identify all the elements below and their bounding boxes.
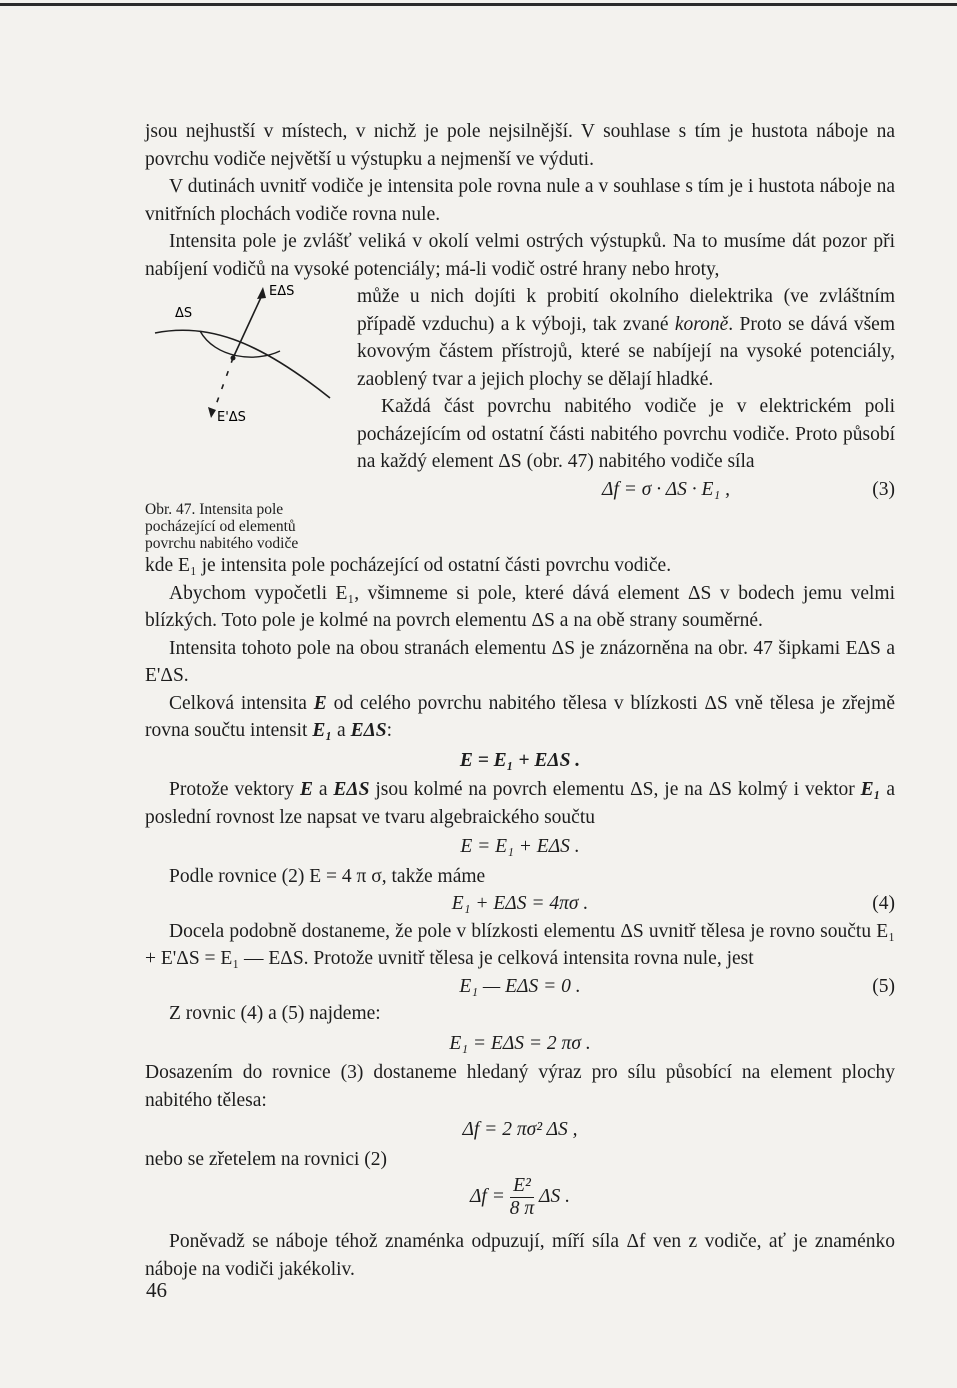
eq8-left: Δf = — [469, 1185, 505, 1207]
paragraph-5: kde E₁ je intensita pole pocházející od ostatní části povrchu vodiče. — [145, 555, 672, 576]
eds-arrowhead — [257, 287, 266, 299]
p8-g: : — [386, 720, 393, 741]
p8-e: a — [332, 720, 351, 741]
equation-8 — [145, 1175, 895, 1220]
paragraph-11: Docela podobně dostaneme, že pole v blízkosti elementu ΔS uvnitř tělesa je rovno součtu E₁ + E'ΔS = E₁ — EΔS. Protože uvnitř tělesa je celková intensita rovna nule, jest — [145, 920, 895, 969]
equation-4-formula: E₁ + EΔS = 4πσ . — [451, 893, 589, 914]
p8-a: Celková intensita — [169, 692, 314, 714]
p8-f: EΔS — [350, 720, 387, 741]
figure-caption: Obr. 47. Intensita pole pocházející od elementů povrchu nabitého vodiče — [145, 501, 299, 552]
figure-47-diagram — [145, 283, 345, 493]
p8-b: E — [313, 692, 327, 714]
corona-term: koroně — [674, 313, 729, 335]
paragraph-15: Poněvadž se náboje téhož znaménka odpuzují, míří síla Δf ven z vodiče, ať je znaménko náboje na vodiči jakékoliv. — [145, 1231, 895, 1280]
equation-vector: E = E₁ + EΔS . — [459, 749, 581, 771]
paragraph-8 — [145, 690, 895, 745]
p9-g: a poslední rovnost lze napsat ve tvaru algebraického součtu — [145, 779, 895, 828]
paragraph-12: Z rovnic (4) a (5) najdeme: — [169, 1003, 381, 1024]
paragraph-2: V dutinách uvnitř vodiče je intensita pole rovna nule a v souhlase s tím je i hustota náboje na vnitřních plochách vodiče rovna nule. — [145, 176, 895, 225]
paragraph-9 — [145, 776, 895, 831]
page-number: 46 — [146, 1278, 167, 1302]
equation-5 — [145, 973, 895, 1001]
equation-3 — [357, 476, 895, 504]
paragraph-10: Podle rovnice (2) E = 4 π σ, takže máme — [169, 865, 486, 887]
paragraph-4: Každá část povrchu nabitého vodiče je v elektrickém poli pocházejícím od ostatní části nabitého povrchu vodiče. Proto působí na každý element ΔS (obr. 47) nabitého vodiče síla — [357, 396, 895, 472]
equation-3-number: (3) — [872, 478, 895, 500]
paragraph-3b-text: může u nich dojíti k probití okolního dielektrika (ve zvláštním případě vzduchu) a k výboji, tak zvané — [357, 286, 895, 335]
equation-3-formula: Δf = σ · ΔS · E₁ , — [602, 478, 730, 500]
top-rule — [0, 3, 957, 6]
figure-side-text — [357, 283, 895, 552]
equation-7: Δf = 2 πσ² ΔS , — [462, 1119, 578, 1140]
paragraph-6: Abychom vypočetli E₁, všimneme si pole, které dává element ΔS v bodech jemu velmi blízkých. Toto pole je kolmé na povrch elementu ΔS a na obě strany souměrné. — [145, 582, 895, 631]
p9-b: E — [299, 779, 313, 800]
paragraph-3: Intensita pole je zvlášť veliká v okolí velmi ostrých výstupků. Na to musíme dát pozor při nabíjení vodičů na vysoké potenciály; má-li vodič ostré hrany nebo hroty, — [145, 231, 895, 280]
p9-e: jsou kolmé na povrch elementu ΔS, je na ΔS kolmý i vektor — [369, 779, 861, 800]
equation-4-number: (4) — [872, 893, 895, 914]
paragraph-3b-text-end: . Proto se dává všem kovovým částem přístrojů, které se nabíjejí na vysoké potenciály, zaoblený tvar a jejich plochy se dělají hladké. — [357, 313, 895, 390]
e-prime-arrowhead — [208, 407, 216, 418]
equation-5-number: (5) — [872, 975, 895, 997]
label-ds: ΔS — [175, 306, 193, 321]
label-eds: EΔS — [269, 284, 295, 299]
p9-d: EΔS — [333, 779, 370, 800]
equation-algebraic: E = E₁ + EΔS . — [460, 836, 580, 857]
element-point — [231, 356, 236, 361]
paragraph-14: nebo se zřetelem na rovnici (2) — [145, 1148, 388, 1170]
p8-d: E₁ — [312, 720, 333, 741]
page-body — [145, 118, 895, 1283]
equation-5-formula: E₁ — EΔS = 0 . — [459, 975, 581, 997]
eq8-numerator: E² — [510, 1175, 534, 1198]
equation-6: E₁ = EΔS = 2 πσ . — [449, 1032, 591, 1054]
p9-c: a — [312, 779, 334, 800]
equation-4 — [145, 890, 895, 918]
e-prime-vector — [213, 358, 233, 413]
eds-vector — [233, 293, 263, 358]
paragraph-13: Dosazením do rovnice (3) dostaneme hledaný výraz pro sílu působící na element plochy nabitého tělesa: — [145, 1062, 895, 1111]
p9-f: E₁ — [860, 779, 881, 800]
eq8-right: ΔS . — [539, 1185, 570, 1207]
figure-47 — [145, 283, 345, 552]
p9-a: Protože vektory — [169, 779, 300, 800]
p8-c: od celého povrchu nabitého tělesa v blízkosti ΔS vně tělesa je zřejmě rovna součtu intensit — [145, 692, 895, 741]
paragraph-7: Intensita tohoto pole na obou stranách elementu ΔS je znázorněna na obr. 47 šipkami EΔS a E'ΔS. — [145, 637, 895, 686]
eq8-fraction — [510, 1175, 534, 1220]
figure-block — [145, 283, 895, 552]
conductor-surface — [155, 330, 330, 398]
label-e-prime: E'ΔS — [217, 410, 246, 425]
paragraph-3b — [357, 283, 895, 393]
eq8-denominator: 8 π — [509, 1198, 535, 1219]
paragraph-1: jsou nejhustší v místech, v nichž je pole nejsilnější. V souhlase s tím je hustota náboje na povrchu vodiče největší u výstupku a nejmenší ve výduti. — [145, 121, 895, 170]
